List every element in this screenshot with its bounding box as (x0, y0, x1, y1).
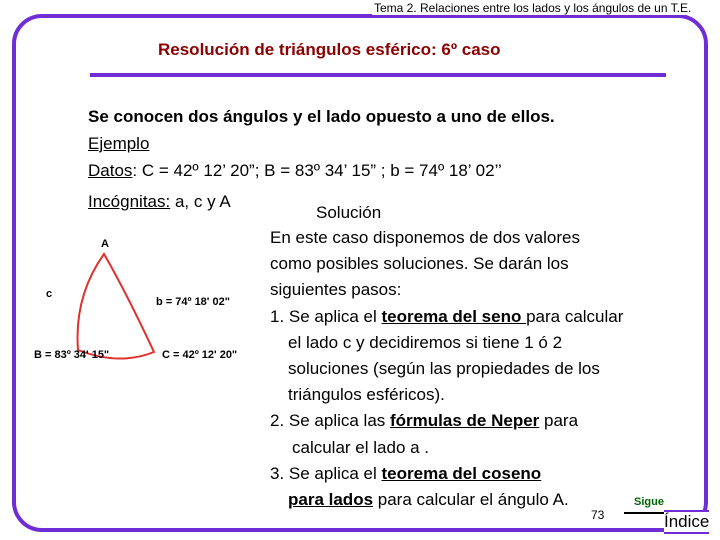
intro-text: Se conocen dos ángulos y el lado opuesto a uno de ellos. (88, 107, 555, 126)
angle-c-label: C = 42º 12' 20" (162, 349, 238, 361)
incognitas-line (88, 192, 231, 212)
incognitas-label: Incógnitas: (88, 192, 171, 211)
solucion-heading: Solución (316, 203, 382, 222)
slide-header: Tema 2. Relaciones entre los lados y los ángulos de un T.E. (374, 1, 692, 15)
solution-line-3: siguientes pasos: (270, 280, 402, 299)
solution-line-7: triángulos esféricos). (288, 385, 445, 404)
angle-b-label: B = 83º 34' 15" (34, 349, 110, 361)
incognitas-value: a, c y A (170, 192, 231, 211)
solution-line-4 (270, 307, 623, 327)
sigue-button[interactable]: Sigue (634, 496, 664, 508)
solution-line-9: calcular el lado a . (292, 438, 430, 457)
para-lados-link[interactable]: para lados (288, 490, 374, 509)
solution-line-1: En este caso disponemos de dos valores (270, 228, 580, 247)
formulas-neper-link[interactable]: fórmulas de Neper (390, 411, 540, 430)
datos-label: Datos (88, 161, 133, 180)
teorema-seno-link[interactable]: teorema del seno (381, 307, 527, 326)
solution-line-8 (270, 411, 578, 431)
step3-prefix: 3. Se aplica el (270, 464, 382, 483)
vertex-a-label: A (101, 238, 109, 250)
step2-prefix: 2. Se aplica las (270, 411, 391, 430)
triangle-curve (78, 254, 154, 359)
spherical-triangle-diagram (34, 232, 254, 382)
slide-title: Resolución de triángulos esférico: 6º caso (158, 40, 501, 59)
step1-suffix: para calcular (526, 307, 624, 326)
side-b-label: b = 74º 18' 02" (156, 296, 230, 308)
solution-line-10 (270, 464, 541, 484)
datos-line (88, 161, 502, 181)
step2-suffix: para (539, 411, 579, 430)
ejemplo-label: Ejemplo (88, 134, 150, 153)
datos-value: : C = 42º 12’ 20”; B = 83º 34’ 15” ; b = 74º 18’ 02’’ (132, 161, 502, 180)
indice-button[interactable]: Índice (664, 510, 709, 534)
side-c-label: c (46, 288, 53, 300)
page-number: 73 (591, 508, 605, 522)
solution-line-5: el lado c y decidiremos si tiene 1 ó 2 (288, 333, 563, 352)
step1-prefix: 1. Se aplica el (270, 307, 382, 326)
solution-line-6: soluciones (según las propiedades de los (288, 359, 600, 378)
solution-line-11 (288, 490, 569, 510)
title-divider (90, 73, 666, 77)
solution-line-2: como posibles soluciones. Se darán los (270, 254, 569, 273)
step3-suffix: para calcular el ángulo A. (373, 490, 569, 509)
teorema-coseno-link[interactable]: teorema del coseno (381, 464, 542, 483)
